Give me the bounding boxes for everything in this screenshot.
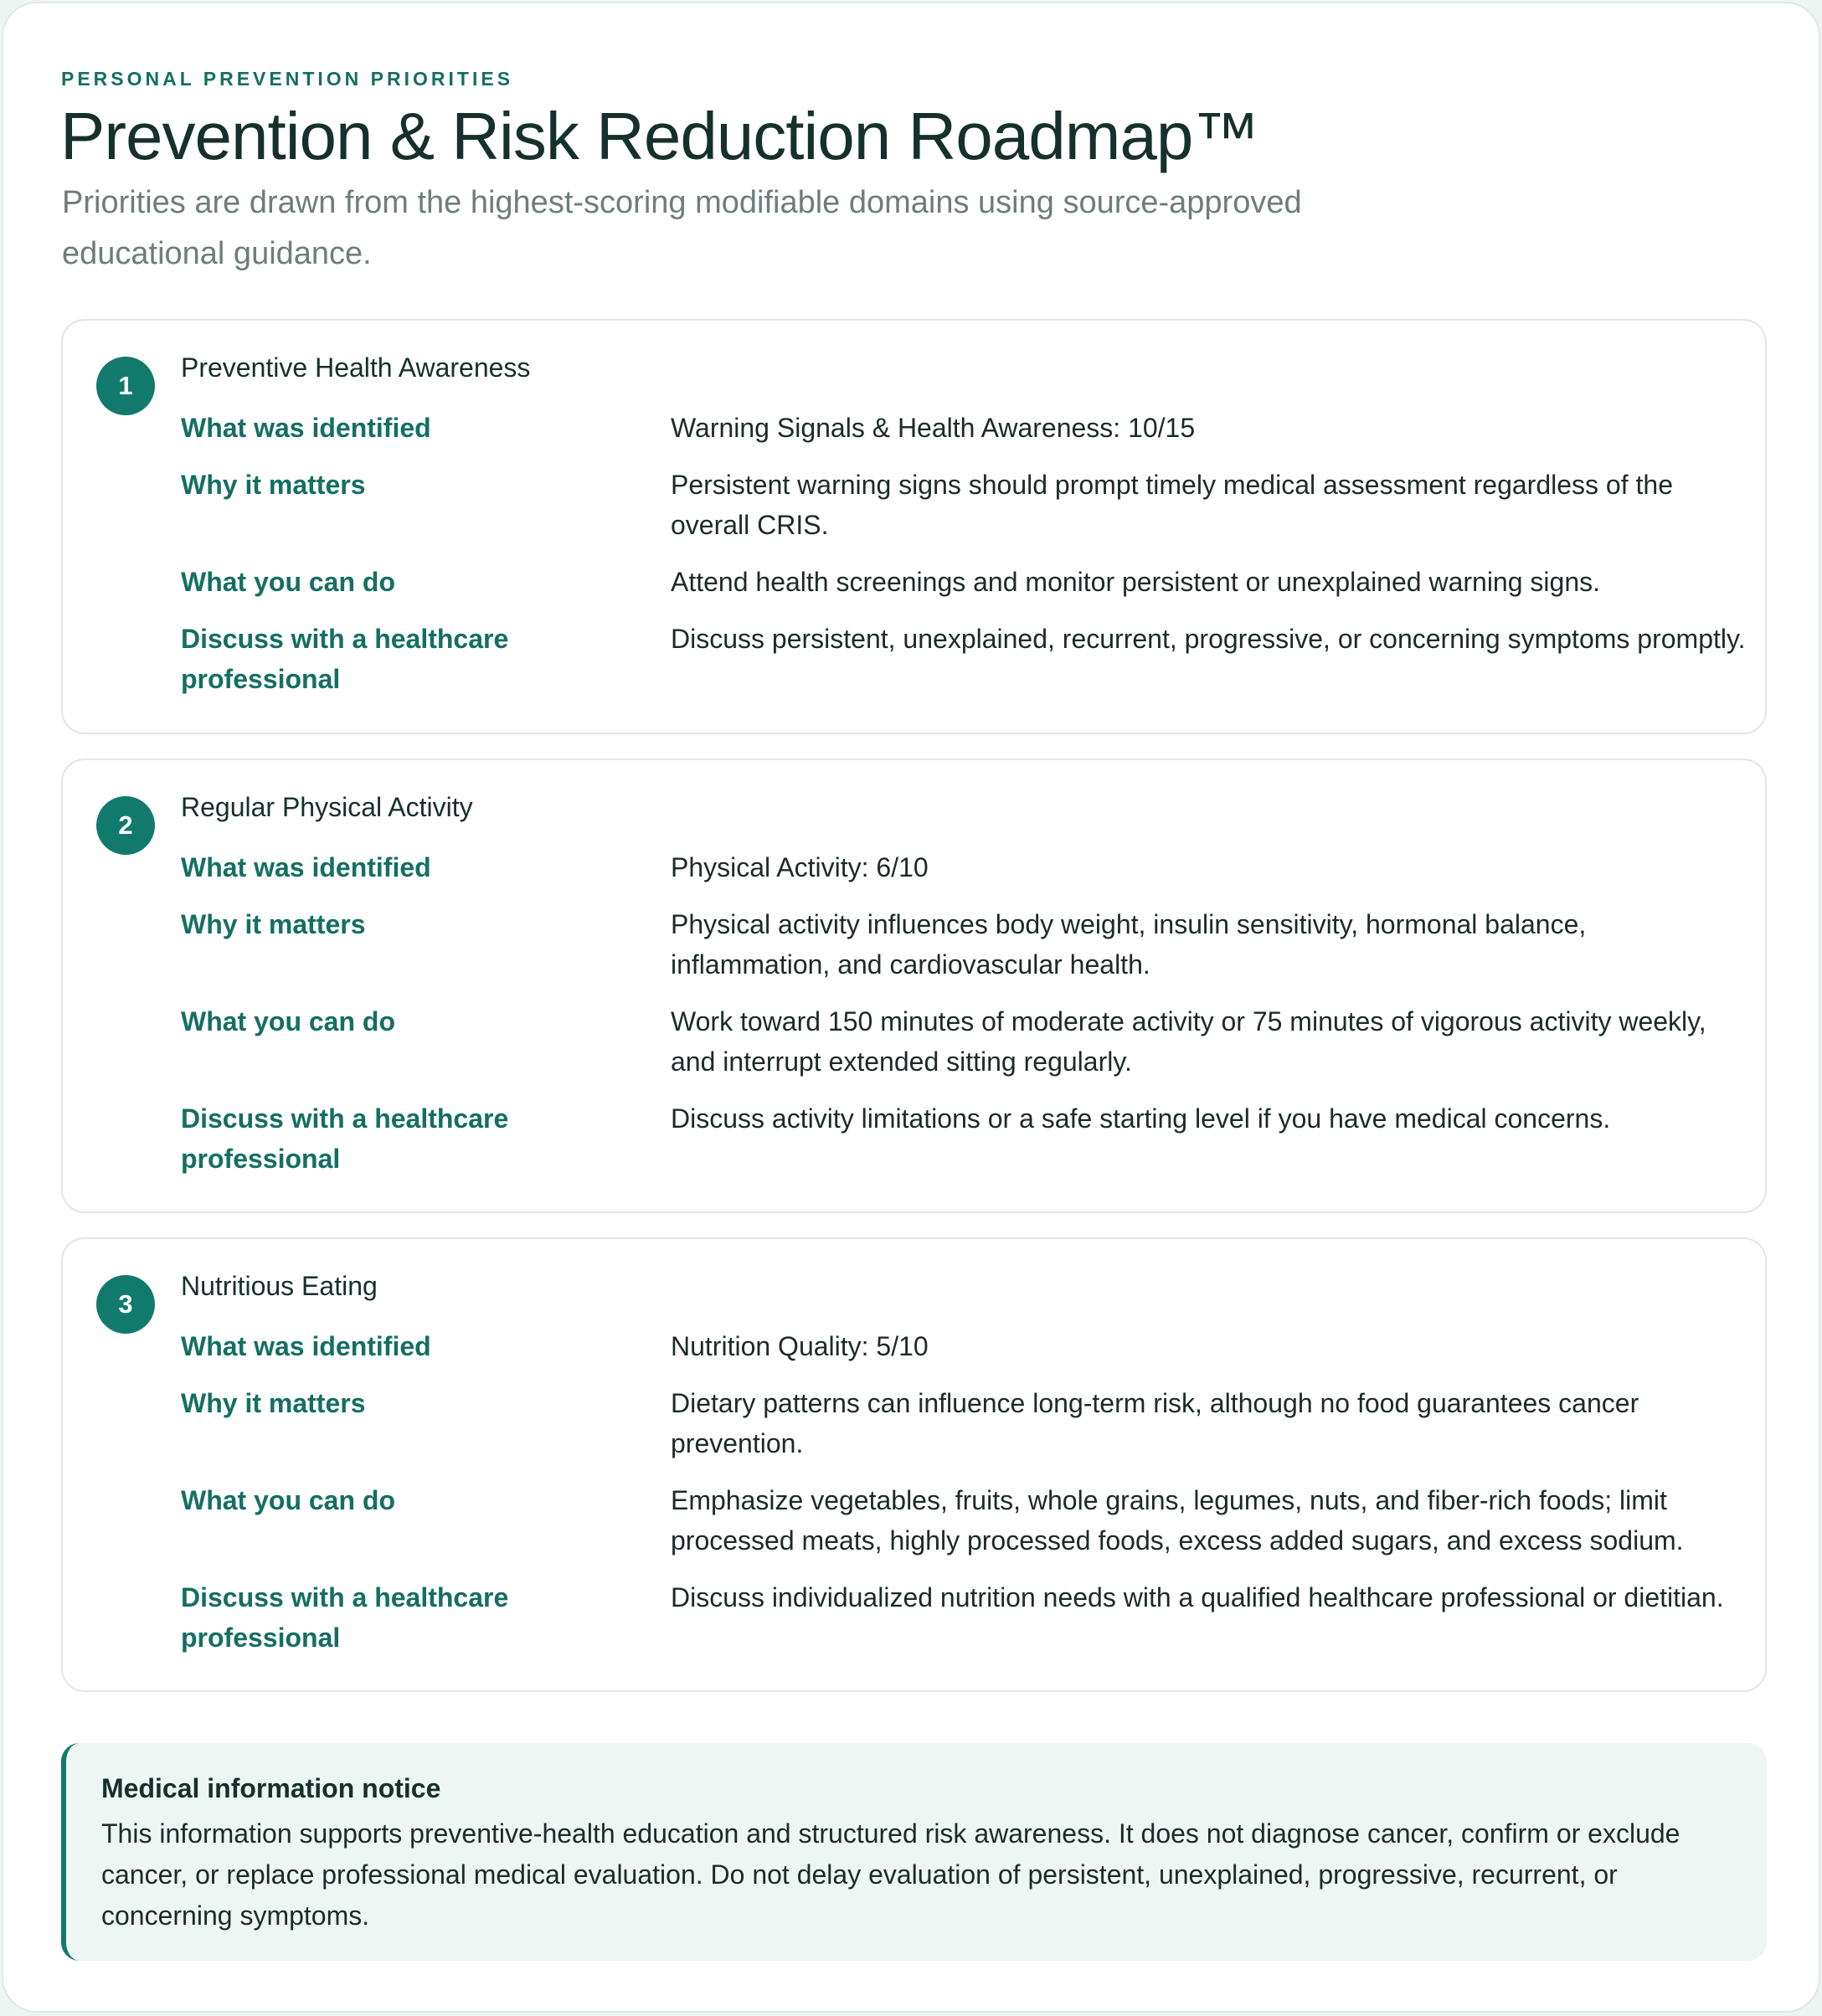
section-eyebrow: PERSONAL PREVENTION PRIORITIES — [61, 68, 514, 90]
priority-card-3 — [61, 1237, 1767, 1692]
page-title: Prevention & Risk Reduction Roadmap™ — [60, 99, 1259, 173]
row-label-identified: What was identified — [181, 413, 431, 443]
priority-number-badge: 1 — [96, 357, 155, 415]
priority-title: Regular Physical Activity — [181, 792, 473, 822]
page-subtitle: Priorities are drawn from the highest-scoring modifiable domains using source-approved educational guidance. — [62, 185, 1302, 271]
row-value-why: Physical activity influences body weight, insulin sensitivity, hormonal balance, inflammation, and cardiovascular health. — [671, 909, 1587, 980]
priority-card-1 — [61, 319, 1767, 734]
row-label-what-you-can-do: What you can do — [181, 1006, 395, 1036]
row-label-why: Why it matters — [181, 1388, 366, 1418]
notice-body: This information supports preventive-health education and structured risk awareness. It does not diagnose cancer, confirm or exclude cancer, or replace professional medical evaluation. Do not delay evaluation of persistent, unexplained, progressive, recurrent, or concerning symptoms. — [101, 1818, 1680, 1931]
medical-notice — [61, 1743, 1767, 1961]
priority-number-badge: 2 — [96, 796, 155, 855]
priority-title: Nutritious Eating — [181, 1271, 378, 1301]
row-value-discuss: Discuss individualized nutrition needs with a qualified healthcare professional or dietitian. — [671, 1582, 1724, 1612]
row-value-what-you-can-do: Emphasize vegetables, fruits, whole grains, legumes, nuts, and fiber-rich foods; limit processed meats, highly processed foods, excess added sugars, and excess sodium. — [671, 1485, 1684, 1556]
row-label-discuss: Discuss with a healthcare professional — [181, 1582, 509, 1653]
row-value-discuss: Discuss activity limitations or a safe starting level if you have medical concerns. — [671, 1103, 1611, 1134]
row-value-identified: Physical Activity: 6/10 — [671, 852, 929, 882]
row-label-why: Why it matters — [181, 909, 366, 939]
row-label-why: Why it matters — [181, 470, 366, 500]
priority-title: Preventive Health Awareness — [181, 352, 531, 383]
row-label-what-you-can-do: What you can do — [181, 1485, 395, 1515]
priority-card-2 — [61, 759, 1767, 1213]
row-label-what-you-can-do: What you can do — [181, 567, 395, 597]
priority-number-badge: 3 — [96, 1275, 155, 1334]
row-value-why: Persistent warning signs should prompt timely medical assessment regardless of the overall CRIS. — [671, 470, 1673, 540]
row-label-discuss: Discuss with a healthcare professional — [181, 1103, 509, 1174]
row-value-what-you-can-do: Work toward 150 minutes of moderate activity or 75 minutes of vigorous activity weekly, and interrupt extended sitting regularly. — [671, 1006, 1706, 1077]
row-value-what-you-can-do: Attend health screenings and monitor persistent or unexplained warning signs. — [671, 567, 1600, 597]
row-value-identified: Warning Signals & Health Awareness: 10/15 — [671, 413, 1196, 443]
row-label-identified: What was identified — [181, 1331, 431, 1361]
row-value-why: Dietary patterns can influence long-term risk, although no food guarantees cancer prevention. — [671, 1388, 1639, 1458]
roadmap-panel — [2, 2, 1820, 2013]
row-value-identified: Nutrition Quality: 5/10 — [671, 1331, 929, 1361]
notice-title: Medical information notice — [101, 1773, 441, 1803]
row-label-discuss: Discuss with a healthcare professional — [181, 624, 509, 694]
row-label-identified: What was identified — [181, 852, 431, 882]
row-value-discuss: Discuss persistent, unexplained, recurrent, progressive, or concerning symptoms promptly. — [671, 624, 1746, 654]
